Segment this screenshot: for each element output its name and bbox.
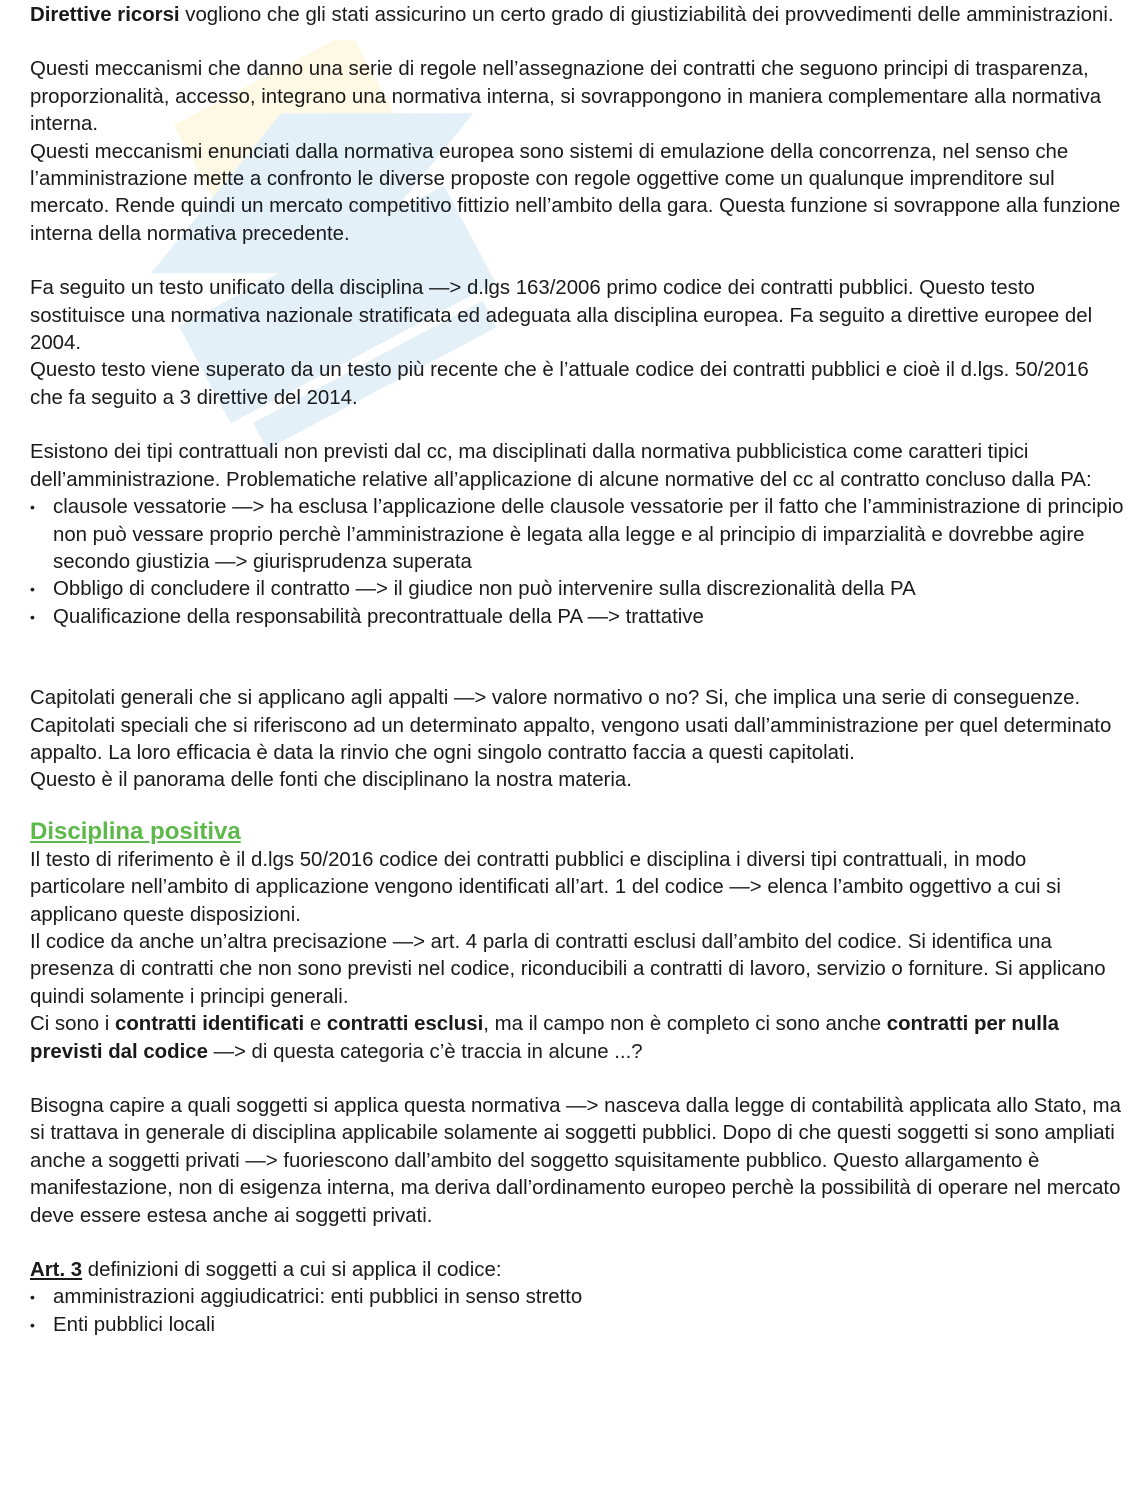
bold-term: contratti identificati (115, 1013, 305, 1036)
list-item: • Qualificazione della responsabilità precontrattuale della PA —> trattative (30, 604, 1125, 631)
paragraph: Bisogna capire a quali soggetti si applica questa normativa —> nasceva dalla legge di contabilità applicata allo Stato, ma si trattava in generale di disciplina applicabile solamente ai soggetti pubblici. Dopo di che questi soggetti si sono ampliati anche a soggetti privati —> fuoriescono dall’ambito del soggetto squisitamente pubblico. Questo allargamento è manifestazione, non di esigenza interna, ma deriva dall’ordinamento europeo perchè la possibilità di operare nel mercato deve essere estesa anche ai soggetti privati. (30, 1095, 1121, 1227)
section-heading: Disciplina positiva (30, 817, 241, 845)
paragraph: Il codice da anche un’altra precisazione —> art. 4 parla di contratti esclusi dall’ambito del codice. Si identifica una presenza di contratti che non sono previsti nel codice, riconducibili a contratti di lavoro, servizio o forniture. Si applicano quindi solamente i principi generali. (30, 930, 1106, 1008)
paragraph (30, 2, 1125, 29)
bold-term: contratti esclusi (326, 1013, 484, 1036)
paragraph: Questo è il panorama delle fonti che disciplinano la nostra materia. (30, 769, 632, 792)
paragraph-text: —> di questa categoria c’è traccia in alcune ...? (207, 1040, 643, 1063)
paragraph: Il testo di riferimento è il d.lgs 50/2016 codice dei contratti pubblici e disciplina i diversi tipi contrattuali, in modo particolare nell’ambito di applicazione vengono identificati all’art. 1 del codice —> elenca l’ambito oggettivo a cui si applicano queste disposizioni. (30, 848, 1061, 926)
paragraph-text: , ma il campo non è completo ci sono anche (483, 1013, 887, 1036)
paragraph-text: Ci sono i (30, 1013, 115, 1036)
paragraph: Questi meccanismi che danno una serie di regole nell’assegnazione dei contratti che seguono principi di trasparenza, proporzionalità, accesso, integrano una normativa interna, si sovrappongono in maniera complementare alla normativa interna. (30, 58, 1102, 136)
article-reference: Art. 3 (30, 1259, 83, 1282)
paragraph: Questo testo viene superato da un testo più recente che è l’attuale codice dei contratti pubblici e cioè il d.lgs. 50/2016 che fa seguito a 3 direttive del 2014. (30, 359, 1089, 409)
paragraph (30, 1257, 1125, 1284)
list-item: • Obbligo di concludere il contratto —> il giudice non può intervenire sulla discrezionalità della PA (30, 576, 1125, 603)
list-item: • Enti pubblici locali (30, 1312, 1125, 1339)
bold-term: contratti per nulla previsti dal codice (30, 1013, 1059, 1063)
paragraph: Capitolati generali che si applicano agli appalti —> valore normativo o no? Si, che implica una serie di conseguenze. (30, 687, 1081, 710)
paragraph-text: vogliono che gli stati assicurino un certo grado di giustiziabilità dei provvedimenti delle amministrazioni. (179, 4, 1114, 26)
bold-term: Direttive ricorsi (30, 4, 180, 26)
paragraph: Capitolati speciali che si riferiscono ad un determinato appalto, vengono usati dall’amministrazione per quel determinato appalto. La loro efficacia è data la rinvio che ogni singolo contratto faccia a questi capitolati. (30, 714, 1112, 764)
paragraph-text: definizioni di soggetti a cui si applica il codice: (82, 1259, 502, 1282)
paragraph (30, 1011, 1125, 1066)
bullet-list (30, 494, 1125, 631)
list-item: • amministrazioni aggiudicatrici: enti pubblici in senso stretto (30, 1284, 1125, 1311)
list-item: • clausole vessatorie —> ha esclusa l’applicazione delle clausole vessatorie per il fatto che l’amministrazione di principio non può vessare proprio perchè l’amministrazione è legata alla legge e al principio di imparzialità e dovrebbe agire secondo giustizia —> giurisprudenza superata (30, 494, 1125, 576)
paragraph: Esistono dei tipi contrattuali non previsti dal cc, ma disciplinati dalla normativa pubblicistica come caratteri tipici dell’amministrazione. Problematiche relative all’applicazione di alcune normative del cc al contratto concluso dalla PA: (30, 441, 1092, 491)
paragraph: Fa seguito un testo unificato della disciplina —> d.lgs 163/2006 primo codice dei contratti pubblici. Questo testo sostituisce una normativa nazionale stratificata ed adeguata alla disciplina europea. Fa seguito a direttive europee del 2004. (30, 277, 1093, 355)
document-page (30, 2, 1125, 1339)
paragraph-text: e (304, 1013, 327, 1036)
bullet-list (30, 1284, 1125, 1339)
paragraph: Questi meccanismi enunciati dalla normativa europea sono sistemi di emulazione della concorrenza, nel senso che l’amministrazione mette a confronto le diverse proposte con regole oggettive come un qualunque imprenditore sul mercato. Rende quindi un mercato competitivo fittizio nell’ambito della gara. Questa funzione si sovrappone alla funzione interna della normativa precedente. (30, 140, 1121, 245)
